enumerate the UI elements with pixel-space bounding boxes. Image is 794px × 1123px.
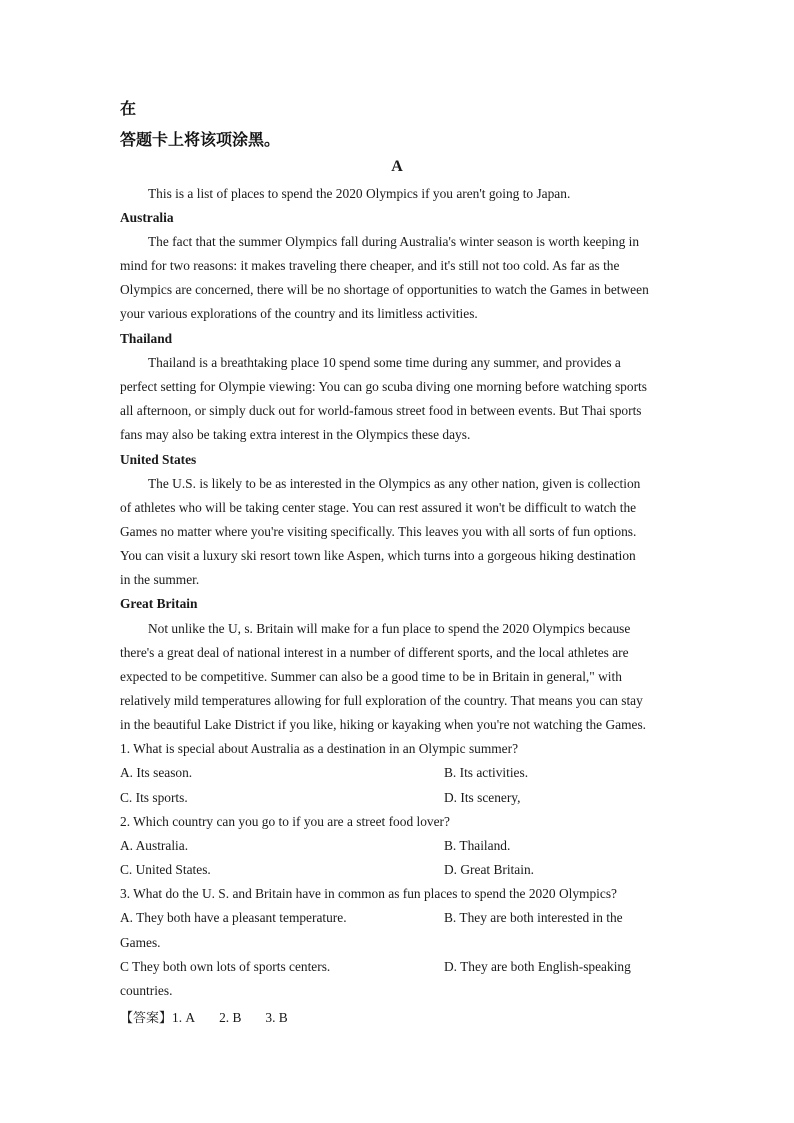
option-a: A. They both have a pleasant temperature. [120,910,347,925]
section-letter: A [391,158,403,175]
option-d: D. Its scenery, [444,790,521,805]
paragraph-line: all afternoon, or simply duck out for world-famous street food in between events. But Thai sports [120,403,642,418]
option-d-wrap: countries. [120,983,173,998]
option-b: B. They are both interested in the [444,910,623,925]
answer-item: 1. A [172,1010,196,1025]
paragraph-line: Not unlike the U, s. Britain will make for a fun place to spend the 2020 Olympics because [148,621,631,636]
option-c: C. Its sports. [120,790,188,805]
heading-thailand: Thailand [120,331,173,346]
option-b: B. Its activities. [444,765,529,780]
paragraph-line: of athletes who will be taking center stage. You can rest assured it won't be difficult to watch the [120,500,637,515]
instruction-line: 答题卡上将该项涂黑。 [120,130,281,149]
option-d: D. They are both English-speaking [444,959,631,974]
heading-great-britain: Great Britain [120,596,198,611]
paragraph-line: perfect setting for Olympie viewing: You can go scuba diving one morning before watching sports [120,379,647,394]
paragraph-line: fans may also be taking extra interest in the Olympics these days. [120,427,471,442]
intro-text: This is a list of places to spend the 2020 Olympics if you aren't going to Japan. [148,186,571,201]
paragraph-line: The U.S. is likely to be as interested in the Olympics as any other nation, given is collection [148,476,641,491]
paragraph-line: relatively mild temperatures allowing for full exploration of the country. That means you can stay [120,693,643,708]
paragraph-line: Thailand is a breathtaking place 10 spend some time during any summer, and provides a [148,355,621,370]
answer-tag: 【答案】 [120,1011,173,1026]
paragraph-line: there's a great deal of national interest in a number of different sports, and the local athletes are [120,645,629,660]
option-a: A. Its season. [120,765,193,780]
heading-australia: Australia [120,210,174,225]
question-stem: 1. What is special about Australia as a destination in an Olympic summer? [120,741,519,756]
answer-item: 3. B [265,1010,288,1025]
option-b-wrap: Games. [120,935,161,950]
paragraph-line: Games no matter where you're visiting specifically. This leaves you with all sorts of fun options. [120,524,637,539]
answer-item: 2. B [219,1010,242,1025]
paragraph-line: your various explorations of the country and its limitless activities. [120,306,478,321]
paragraph-line: in the summer. [120,572,200,587]
heading-united-states: United States [120,452,197,467]
option-d: D. Great Britain. [444,862,534,877]
question-stem: 3. What do the U. S. and Britain have in common as fun places to spend the 2020 Olympics? [120,886,617,901]
option-a: A. Australia. [120,838,189,853]
paragraph-line: in the beautiful Lake District if you like, hiking or kayaking when you're not watching the Games. [120,717,647,732]
paragraph-line: mind for two reasons: it makes traveling there cheaper, and it's still not too cold. As far as the [120,258,620,273]
paragraph-line: Olympics are concerned, there will be no shortage of opportunities to watch the Games in between [120,282,649,297]
paragraph-line: expected to be competitive. Summer can also be a good time to be in Britain in general," with [120,669,622,684]
answer-line [120,1007,288,1026]
option-c: C. United States. [120,862,211,877]
question-stem: 2. Which country can you go to if you are a street food lover? [120,814,450,829]
instruction-fragment: 在 [120,99,137,118]
option-c: C They both own lots of sports centers. [120,959,331,974]
paragraph-line: The fact that the summer Olympics fall during Australia's winter season is worth keeping in [148,234,640,249]
paragraph-line: You can visit a luxury ski resort town like Aspen, which turns into a gorgeous hiking destination [120,548,636,563]
option-b: B. Thailand. [444,838,511,853]
